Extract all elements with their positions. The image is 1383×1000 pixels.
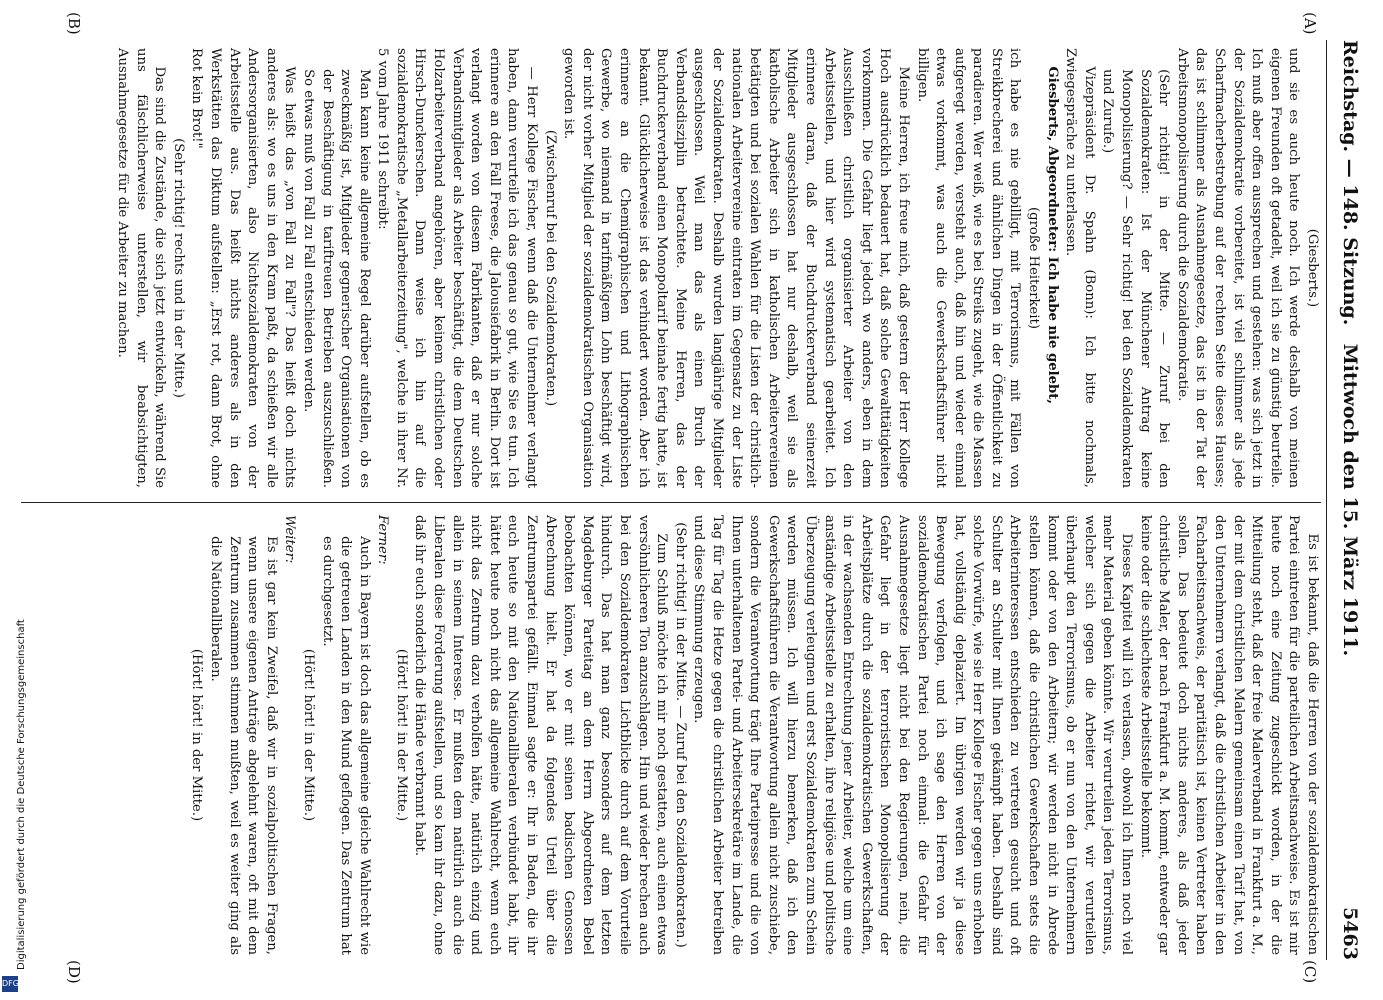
margin-marker-a: (A)	[1301, 12, 1319, 35]
quotation: Man kann keine allgemeine Regel darüber aufstellen, ob es zweckmäßig ist, Mitglieder gegnerischer Organisationen von der Beschäftigung in tariftreuen Betrieben auszuschließen. So etwas muß von Fall zu Fall entschieden werden.	[300, 69, 372, 488]
margin-marker-c: (C)	[1301, 960, 1319, 984]
interjection: (Sehr richtig! in der Mitte. — Zuruf bei den Sozialdemokraten.)	[672, 522, 688, 948]
interjection: (Zwischenruf bei den Sozialdemokraten.)	[542, 129, 558, 407]
paragraph: Das sind die Zustände, die sich jetzt entwickeln, während Sie uns fälschlicherweise unterstellen, wir beabsichtigten, Ausnahmegesetze für die Arbeiter zu machen.	[115, 48, 168, 488]
interjection: (große Heiterkeit)	[1026, 206, 1042, 330]
margin-marker-d: (D)	[65, 960, 83, 984]
digitization-credit: Digitalisierung gefördert durch die Deutsche Forschungsgemeinschaft	[16, 619, 27, 970]
paragraph: Es ist bekannt, daß die Herren von der sozialdemokratischen Partei eintreten für die parteilichen Arbeitsnachweise. Es ist mir heute noch eine Zeitung zugeschickt worden, in der die Mitteilung steht, daß der freie Malerverband in Frankfurt a. M., der mit dem christlichen Malern gemeinsam einen Tarif hat, von den Unternehmern verlangt, daß die christlichen Arbeiter in den Facharbeitsnachweis, der paritätisch ist, keinen Vertreter haben sollen. Das bedeutet doch nichts anderes, als daß jeder christliche Maler, der nach Frankfurt a. M. kommt, entweder gar keine oder die schlechteste Arbeitsstelle bekommt.	[1137, 515, 1320, 955]
interjection: (Sehr richtig! in der Mitte. — Zuruf bei den Sozialdemokraten: Ist der Münchener Antrag keine Monopolisierung? — Sehr richtig! bei den Sozialdemokraten und Zurufe.)	[1100, 69, 1172, 488]
paragraph-vice-president: Vizepräsident Dr. Spahn (Bonn): Ich bitte nochmals, Zwiegespräche zu unterlassen.	[1063, 48, 1097, 488]
interjection: (Hört! hört! in der Mitte.)	[393, 648, 409, 822]
label-ferner: Ferner:	[375, 515, 391, 565]
label-weiter: Weiter:	[282, 515, 298, 564]
paragraph: und sie es auch heute noch. Ich werde deshalb von meinen eigenen Freunden oft getadelt, weil ich sie zu günstig beurteile. Ich muß aber offen aussprechen und gestehen: was sich jetzt in der Sozialdemokratie vorbereitet, ist viel schlimmer als jede Scharfmacherbestrebung auf der rechten Seite dieses Hauses; das ist schlimmer als Ausnahmegesetze, das ist in der Tat der Arbeitsmonopolisierung durch die Sozialdemokratie.	[1174, 48, 1302, 488]
dfg-logo: DFG	[2, 976, 18, 992]
margin-marker-b: (B)	[65, 12, 83, 35]
right-column	[187, 515, 1321, 955]
header-rule	[1326, 40, 1327, 960]
paragraph: — Herr Kollege Fischer, wenn daß die Unternehmer verlangt haben, dann verurteile ich das genau so gut, wie Sie es tun. Ich erinnere an den Fall Freese, die Jalousiefabrik in Berlin. Dort ist verlangt worden von diesem Fabrikanten, daß er nur solche Verbandsmitglieder als Arbeiter beschäftigt, die dem Deutschen Holzarbeiterverband angehören, aber keinem christlichen oder Hirsch-Dunckerschen. Dann weise ich hin auf die sozialdemokratische „Metallarbeiterzeitung", welche in ihrer Nr. 5 vom Jahre 1911 schreibt:	[375, 48, 540, 488]
side-credit	[0, 0, 27, 1000]
paragraph: Zum Schluß möchte ich mir noch gestatten, auch einen etwas versöhnlicheren Ton anzuschlagen. Hin und wieder brechen auch bei den Sozialdemokraten Lichtblicke durch auf dem Vorurteile hindurch. Das hat man ganz besonders auf dem letzten Magdeburger Parteitag an dem Herrn Abgeordneten Bebel beobachten können, wo er mit seinen badischen Genossen Abrechnung hielt. Er hat da folgendes Urteil über die Zentrumspartei gefällt. Einmal sagte er: Ihr in Baden, die ihr euch heute so mit den Nationalliberalen verbündet habt, ihr hättet heute noch nicht das allgemeine Wahlrecht, wenn euch nicht das Zentrum dazu verholfen hätte, natürlich einzig und allein in seinem Interesse. Er mußten dem natürlich auch die Liberalen diese Forderung aufstellen, und so kam ihr dazu, ohne daß ihr euch sonderlich die Hände verbrannt habt.	[412, 515, 670, 955]
quotation: Auch in Bayern ist doch das allgemeine gleiche Wahlrecht wie die getreuen Landen in den Mund geflogen. Das Zentrum hat es durchgesetzt.	[319, 536, 372, 955]
header-left: Reichstag. — 148. Sitzung.	[1339, 40, 1361, 326]
paragraph: ich habe es nie gebilligt, mit Terrorismus, mit Fällen von Streikbrecherei und ähnlichen Dingen in der Öffentlichkeit zu paradieren. Wer weiß, wie es bei Streiks zugeht, wie die Massen aufgeregt werden, versteht auch, daß hin und wieder einmal etwas vorkommt, was auch die Gewerkschaftsführer nicht billigen.	[914, 48, 1023, 488]
quotation: Es ist gar kein Zweifel, daß wir in sozialpolitischen Fragen, wenn unsere eigenen Anträge abgelehnt waren, oft mit dem Zentrum zusammen stimmen mußten, weil es weiter ging als die Nationalliberalen.	[207, 536, 279, 955]
paragraph: Meine Herren, ich freue mich, daß gestern der Herr Kollege Hoch ausdrücklich bedauert hat, daß solche Gewalttätigkeiten vorkommen. Die Gefahr liegt jedoch wo anders, eben in dem Ausschließen christlich organisierter Arbeiter von den Arbeitsstellen, und hier wird systematisch gearbeitet. Ich erinnere daran, daß der Buchdruckerverband seinerzeit Mitglieder ausgeschlossen hat nur deshalb, weil sie als katholische Arbeiter sich in katholischen Arbeitervereinen betätigten und bei sozialen Wahlen für die Listen der christlich-nationalen Arbeitervereine eintraten im Gegensatz zu der Liste der Sozialdemokraten. Deshalb wurden langjährige Mitglieder ausgeschlossen. Weil man das als einen Bruch der Verbandsdisziplin betrachtete. Meine Herren, das der Buchdruckerverband einen Monopoltarif beinahe fertig hatte, ist bekannt. Glücklicherweise ist das verhindert worden. Aber ich erinnere an die Chemigraphischen und Lithographischen Gewerbe, wo niemand in tarifmäßigem Lohn beschäftigt wird, der nicht vorher Mitglied der sozialdemokratischen Organisation geworden ist.	[561, 48, 911, 488]
header-center: Mittwoch den 15. März 1911.	[1339, 343, 1361, 657]
interjection: (Hört! hört! in der Mitte.)	[189, 648, 205, 822]
page-number: 5463	[1339, 907, 1361, 960]
running-head	[1331, 40, 1361, 960]
speaker-line: Giesberts, Abgeordneter: Ich habe nie gelebt,	[1044, 66, 1060, 404]
paragraph: Was heißt das „von Fall zu Fall"? Das heißt doch nichts anderes als: wo es uns in den Kram paßt, da schießen wir alle Andersorganisierten, also Nichtsozialdemokraten von der Arbeitsstelle aus. Das heißt nichts anderes als in den Werkstätten das Diktum aufstellen: „Erst rot, dann Brot, ohne Rot kein Brot!"	[189, 48, 298, 488]
column-divider	[21, 502, 1321, 503]
left-column	[112, 48, 1321, 488]
interjection: (Sehr richtig! rechts und in der Mitte.)	[170, 138, 186, 398]
paragraph: Dieses Kapitel will ich verlassen, obwohl ich Ihnen noch viel mehr Material geben könnte. Wir verurteilen jeden Terrorismus, welcher sich gegen die Arbeiter richtet, wir verurteilen überhaupt den Terrorismus, ob er nun von den Unternehmern kommt oder von den Arbeitern; wir werden nicht in Abrede stellen können, daß die christlichen Gewerkschaften stets die Arbeiterinteressen entschieden zu vertreten gesucht und oft Schulter an Schulter mit Ihnen gekämpft haben. Deshalb sind solche Vorwürfe, wie sie Herr Kollege Fischer gegen uns erhoben hat, vollständig deplaziert. Im übrigen werden wir ja diese Bewegung verfolgen, und ich sage den Herren von der sozialdemokratischen Partei noch einmal: die Gefahr für Ausnahmegesetze liegt nicht bei den Regierungen, nein, die Gefahr liegt in der terroristischen Monopolisierung der Arbeitsplätze durch die sozialdemokratischen Gewerkschaften, in der wachsenden Entrechtung jener Arbeiter, welche um eine anständige Arbeitsstelle zu erhalten, ihre religiöse und politische Überzeugung verleugnen und erst Sozialdemokraten zum Schein werden müssen. Ich will hierzu bemerken, daß ich den Gewerkschaftsführern die Verantwortung allein nicht zuschiebe, sondern die Verantwortung trägt Ihre Parteipresse und die von Ihnen unterhaltenen Partei- und Arbeitersekretäre im Lande, die Tag für Tag die Hetze gegen die christlichen Arbeiter betreiben und diese Stimmung erzeugen.	[691, 515, 1135, 955]
speaker-continuation: (Giesberts.)	[1305, 228, 1320, 308]
interjection: (Hört! hört! in der Mitte.)	[300, 648, 316, 822]
